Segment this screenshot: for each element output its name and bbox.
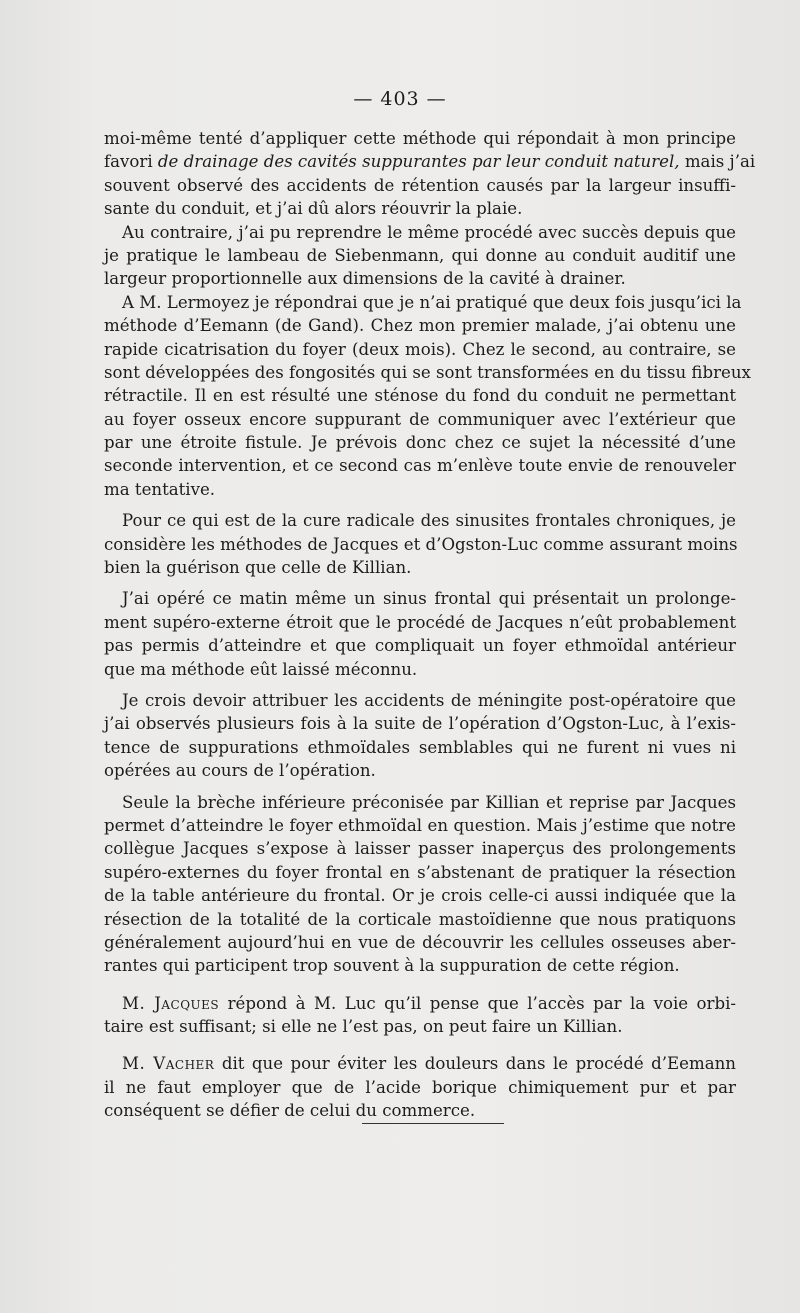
text-line: ma tentative. <box>104 479 216 499</box>
text-run: répond à M. Luc qu’il pense que l’accès par la voie orbi- <box>219 993 736 1013</box>
text-line: j’ai observés plusieurs fois à la suite de l’opération d’Ogston-Luc, à l’exis- <box>104 714 736 734</box>
text-line: opérées au cours de l’opération. <box>104 761 376 781</box>
text-line: au foyer osseux encore suppurant de communiquer avec l’extérieur que <box>104 409 736 429</box>
page-number: — 403 — <box>353 88 447 110</box>
text-line: bien la guérison que celle de Killian. <box>104 558 412 578</box>
text-line: Seule la brèche inférieure préconisée par Killian et reprise par Jacques <box>122 792 736 812</box>
paragraph <box>104 127 756 221</box>
text-line: par une étroite fistule. Je prévois donc chez ce sujet la nécessité d’une <box>104 433 736 453</box>
text-line: résection de la totalité de la corticale mastoïdienne que nous pratiquons <box>104 909 736 929</box>
text-line: sante du conduit, et j’ai dû alors réouvrir la plaie. <box>104 199 523 219</box>
text-line: tence de suppurations ethmoïdales semblables qui ne furent ni vues ni <box>104 737 736 757</box>
italic-run: de drainage des cavités suppurantes par leur conduit naturel, <box>157 152 680 172</box>
speaker-name: M. Jacques <box>122 993 220 1013</box>
text-line: rapide cicatrisation du foyer (deux mois). Chez le second, au contraire, se <box>104 339 736 359</box>
paragraph <box>104 221 736 291</box>
text-line: généralement aujourd’hui en vue de découvrir les cellules osseuses aber- <box>104 932 736 952</box>
text-line: de la table antérieure du frontal. Or je crois celle-ci aussi indiquée que la <box>104 886 736 906</box>
text-run: mais j’ai <box>679 152 756 172</box>
text-line <box>104 150 756 173</box>
text-line: permet d’atteindre le foyer ethmoïdal en question. Mais j’estime que notre <box>104 815 736 835</box>
text-line <box>104 992 736 1015</box>
text-line: seconde intervention, et ce second cas m’enlève toute envie de renouveler <box>104 456 736 476</box>
text-line: A M. Lermoyez je répondrai que je n’ai pratiqué que deux fois jusqu’ici la <box>122 292 742 312</box>
speaker-name: M. Vacher <box>122 1054 215 1074</box>
text-line: conséquent se défier de celui du commerce. <box>104 1101 476 1121</box>
text-line: souvent observé des accidents de rétention causés par la largeur insuffi- <box>104 175 736 195</box>
text-line: Au contraire, j’ai pu reprendre le même procédé avec succès depuis que <box>122 222 736 242</box>
paragraph <box>104 291 751 502</box>
text-line: considère les méthodes de Jacques et d’Ogston-Luc comme assurant moins <box>104 534 738 554</box>
text-line: il ne faut employer que de l’acide borique chimiquement pur et par <box>104 1077 736 1097</box>
text-run: favori <box>104 152 158 172</box>
text-line: taire est suffisant; si elle ne l’est pas, on peut faire un Killian. <box>104 1017 623 1037</box>
text-line: rantes qui participent trop souvent à la suppuration de cette région. <box>104 956 680 976</box>
text-line: Je crois devoir attribuer les accidents de méningite post-opératoire que <box>122 690 736 710</box>
text-line: je pratique le lambeau de Siebenmann, qui donne au conduit auditif une <box>104 245 736 265</box>
text-line: supéro-externes du foyer frontal en s’abstenant de pratiquer la résection <box>104 862 736 882</box>
text-run: dit que pour éviter les douleurs dans le procédé d’Eemann <box>214 1054 736 1074</box>
text-line: méthode d’Eemann (de Gand). Chez mon premier malade, j’ai obtenu une <box>104 316 736 336</box>
paragraph <box>104 689 736 783</box>
text-line: que ma méthode eût laissé méconnu. <box>104 659 418 679</box>
paragraph <box>104 1052 736 1122</box>
paragraph <box>104 992 736 1039</box>
text-line: pas permis d’atteindre et que compliquait un foyer ethmoïdal antérieur <box>104 636 736 656</box>
text-line: sont développées des fongosités qui se sont transformées en du tissu fibreux <box>104 362 751 382</box>
text-line: collègue Jacques s’expose à laisser passer inaperçus des prolongements <box>104 839 736 859</box>
paragraph <box>104 587 736 681</box>
text-line: J’ai opéré ce matin même un sinus frontal qui présentait un prolonge- <box>122 589 736 609</box>
text-line: ment supéro-externe étroit que le procédé de Jacques n’eût probablement <box>104 612 736 632</box>
text-line: largeur proportionnelle aux dimensions de la cavité à drainer. <box>104 269 626 289</box>
text-line: Pour ce qui est de la cure radicale des sinusites frontales chroniques, je <box>122 511 736 531</box>
body-text <box>104 127 756 1123</box>
paragraph <box>104 509 736 579</box>
text-line: rétractile. Il en est résulté une sténose du fond du conduit ne permettant <box>104 386 736 406</box>
text-line <box>104 1052 736 1075</box>
paragraph <box>104 791 736 978</box>
section-end-rule <box>362 1123 504 1124</box>
text-line: moi-même tenté d’appliquer cette méthode qui répondait à mon principe <box>104 129 736 148</box>
